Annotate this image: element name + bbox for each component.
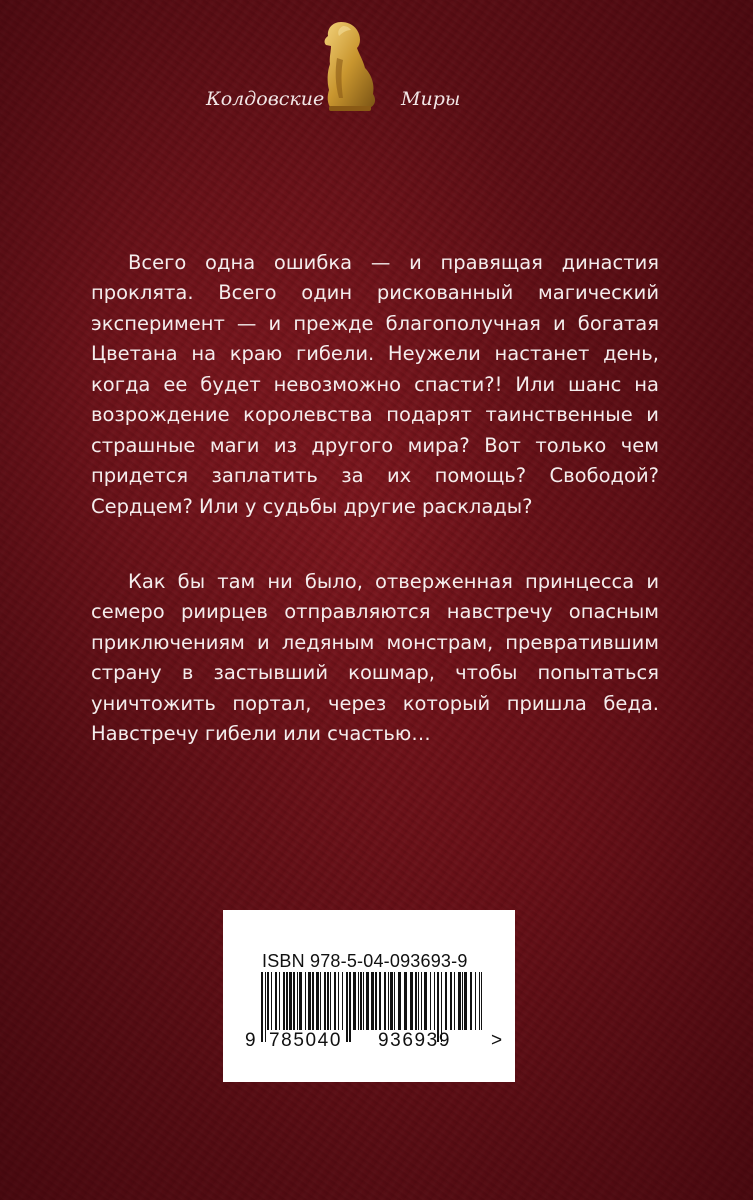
description-paragraph-2: Как бы там ни было, отверженная принцесса и семеро риирцев отправляются навстречу опасным приключениям и ледяным монстрам, превратившим страну в застывший кошмар, чтобы попытаться уничтожить портал, через который пришла беда. Навстречу гибели или счастью…	[91, 569, 659, 745]
barcode-digits	[245, 1030, 505, 1056]
barcode-left-group: 785040	[269, 1030, 343, 1051]
series-name-right: Миры	[401, 88, 461, 110]
description-paragraph-1: Всего одна ошибка — и правящая династия проклята. Всего один рискованный магический эксперимент — и прежде благополучная и богатая Цветана на краю гибели. Неужели настанет день, когда ее будет невозможно спасти?! Или шанс на возрождение королевства подарят таинственные и страшные маги из другого мира? Вот только чем придется заплатить за их помощь? Свободой? Сердцем? Или у судьбы другие расклады?	[91, 250, 659, 518]
isbn-number: ISBN 978-5-04-093693-9	[262, 951, 468, 971]
barcode-end-mark: >	[491, 1030, 503, 1051]
series-logo	[0, 18, 753, 118]
series-name-left: Колдовские	[206, 88, 325, 110]
barcode-label	[223, 910, 515, 1082]
barcode-right-group: 936939	[378, 1030, 452, 1051]
dog-figurine-icon	[313, 18, 393, 114]
barcode-first-digit: 9	[245, 1030, 256, 1051]
